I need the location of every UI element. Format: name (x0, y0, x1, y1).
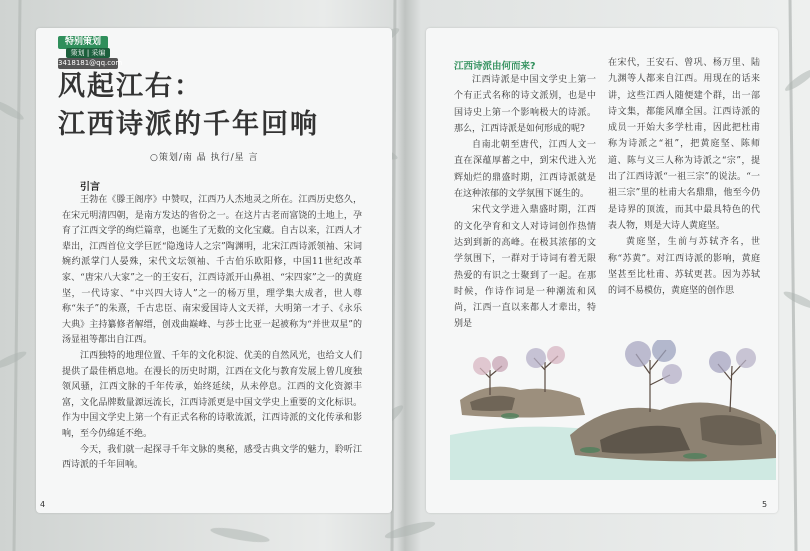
page-number-right: 5 (762, 500, 768, 509)
badge-email: 3418181@qq.com (58, 59, 123, 67)
intro-body (62, 193, 362, 474)
text-column-1 (454, 72, 596, 333)
column-badge (58, 36, 123, 72)
paragraph: 自南北朝至唐代，江西人文一直在深蕴厚蓄之中，到宋代进入光辉灿烂的鼎盛时期，江西诗派就是在这种浓郁的文学氛围下诞生的。 (454, 140, 596, 200)
title-line-2: 江西诗派的千年回响 (58, 109, 319, 140)
badge-sublabel: 策划 | 采编 (66, 48, 110, 58)
intro-heading: 引言 (80, 182, 100, 193)
title-line-1: 风起江右： (58, 71, 203, 102)
text-column-2 (608, 55, 760, 299)
paragraph: 江西独特的地理位置、千年的文化积淀、优美的自然风光，也给文人们提供了最佳栖息地。在漫长的历史时期，江西在文化与教育发展上曾几度独领风骚，江西文脉的千年传承，始终延续，从未停息。江西的文化资源丰富，文化品牌数量源远流长，江西诗派更是中国文学史上重要的文化标识。作为中国文学史上第一个有正式名称的诗歌流派，江西诗派的文化传承和影响，至今仍绵延不绝。 (62, 350, 362, 439)
page-number-left: 4 (40, 500, 46, 509)
byline: ○策划/南 晶 执行/星 言 (150, 153, 259, 163)
paragraph: 在宋代，王安石、曾巩、杨万里、陆九渊等人都来自江西。用现在的话来讲，这些江西人随便建个群，出一部诗文集，都能风靡全国。江西诗派的成员一开始大多学杜甫，因此把杜甫称为诗派之“祖”，把黄庭坚、陈师道、陈与义三人称为诗派之“宗”，提出了江西诗派“一祖三宗”的说法。“一祖三宗”里的杜甫大名鼎鼎，他至今仍是诗界的顶流，而其中最具特色的代表人物，则是大诗人黄庭坚。 (608, 58, 760, 231)
badge-label: 特别策划 (58, 36, 108, 49)
paragraph: 王勃在《滕王阁序》中赞叹，江西乃人杰地灵之所在。江西历史悠久，在宋元明清四朝，是南方发达的省份之一。在这片古老而富饶的土地上，孕育了江西文学的绚烂篇章，也诞生了无数的文化宝藏。自古以来，江西人才辈出，江西首位文学巨匠“隐逸诗人之宗”陶渊明，北宋江西诗派领袖、宋词婉约派掌门人晏殊，宋代文坛领袖、千古伯乐欧阳修，中国11世纪改革家、“唐宋八大家”之一的王安石，江西诗派开山鼻祖、“宋四家”之一的黄庭坚，一代诗家、“中兴四大诗人”之一的杨万里，理学集大成者，世人尊称“朱子”的朱熹，千古忠臣、南宋爱国诗人文天祥，大明第一才子、《永乐大典》主持纂修者解缙，创戏曲巅峰、与莎士比亚一起被称为“并世双星”的汤显祖等都出自江西。 (62, 195, 362, 346)
paragraph: 黄庭坚，生前与苏轼齐名，世称“苏黄”。对江西诗派的影响，黄庭坚甚至比杜甫、苏轼更甚。因为苏轼的词不易模仿，黄庭坚的创作思 (608, 237, 760, 297)
landscape-painting (450, 340, 776, 480)
article-title (58, 68, 378, 144)
paragraph: 江西诗派是中国文学史上第一个有正式名称的诗文派别，也是中国诗史上第一个影响极大的诗派。那么，江西诗派是如何形成的呢? (454, 75, 596, 134)
section-heading: 江西诗派由何而来? (454, 61, 536, 72)
paragraph: 宋代文学进入鼎盛时期，江西的文化孕育和文人对诗词创作热情达到到新的高峰。在极其浓郁的文学氛围下，一群对于诗词有着无限热爱的有识之士聚到了一起。在那时候，作诗作词是一种潮流和风尚，江西一直以来都人才辈出，特别是 (454, 205, 596, 330)
paragraph: 今天，我们就一起探寻千年文脉的奥秘，感受古典文学的魅力，聆听江西诗派的千年回响。 (62, 444, 362, 471)
